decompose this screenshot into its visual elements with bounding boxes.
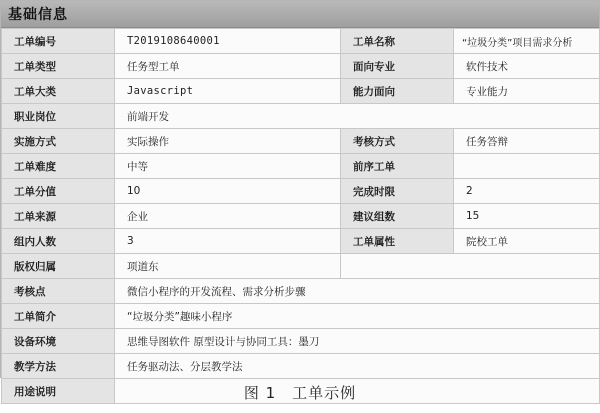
table-row [2,204,600,229]
field-label: 教学方法 [2,354,115,379]
field-label: 实施方式 [2,129,115,154]
field-value: 15 [454,204,600,229]
field-label: 考核方式 [341,129,454,154]
field-label: 工单大类 [2,79,115,104]
field-value: Javascript [115,79,341,104]
empty-cell [341,254,600,279]
table-row [2,254,600,279]
field-label: 能力面向 [341,79,454,104]
table-row [2,354,600,379]
field-label: 工单简介 [2,304,115,329]
field-value: 任务答辩 [454,129,600,154]
field-label: 工单属性 [341,229,454,254]
field-value: 项道东 [115,254,341,279]
field-value: 前端开发 [115,104,600,129]
field-label: 完成时限 [341,179,454,204]
field-label: 考核点 [2,279,115,304]
field-label: 工单编号 [2,29,115,54]
field-label: 职业岗位 [2,104,115,129]
field-value: 专业能力 [454,79,600,104]
field-value: “垃圾分类”项目需求分析 [454,29,600,54]
field-value: 院校工单 [454,229,600,254]
field-label: 设备环境 [2,329,115,354]
table-row [2,279,600,304]
field-label: 面向专业 [341,54,454,79]
field-label: 组内人数 [2,229,115,254]
table-row [2,104,600,129]
field-value: 中等 [115,154,341,179]
field-label: 工单难度 [2,154,115,179]
field-value: 企业 [115,204,341,229]
field-label: 工单类型 [2,54,115,79]
field-value: 软件技术 [454,54,600,79]
field-value: 任务驱动法、分层教学法 [115,354,600,379]
table-row [2,129,600,154]
table-row [2,329,600,354]
table-row [2,54,600,79]
field-label: 版权归属 [2,254,115,279]
work-order-table [1,28,600,404]
field-label: 用途说明 [2,379,115,404]
field-value: T2019108640001 [115,29,341,54]
field-value: 10 [115,179,341,204]
table-row [2,229,600,254]
field-label: 工单来源 [2,204,115,229]
field-label: 工单分值 [2,179,115,204]
field-value: 实际操作 [115,129,341,154]
field-value: 3 [115,229,341,254]
field-value [454,154,600,179]
table-row [2,29,600,54]
field-value: 微信小程序的开发流程、需求分析步骤 [115,279,600,304]
table-row [2,304,600,329]
field-value: 任务型工单 [115,54,341,79]
field-label: 工单名称 [341,29,454,54]
field-value: “垃圾分类”趣味小程序 [115,304,600,329]
table-row [2,179,600,204]
section-title: 基础信息 [1,1,599,28]
field-label: 前序工单 [341,154,454,179]
field-label: 建议组数 [341,204,454,229]
table-row [2,79,600,104]
figure-caption: 图 1 工单示例 [243,384,357,402]
field-value: 思维导图软件 原型设计与协同工具：墨刀 [115,329,600,354]
field-value: 2 [454,179,600,204]
table-row [2,154,600,179]
